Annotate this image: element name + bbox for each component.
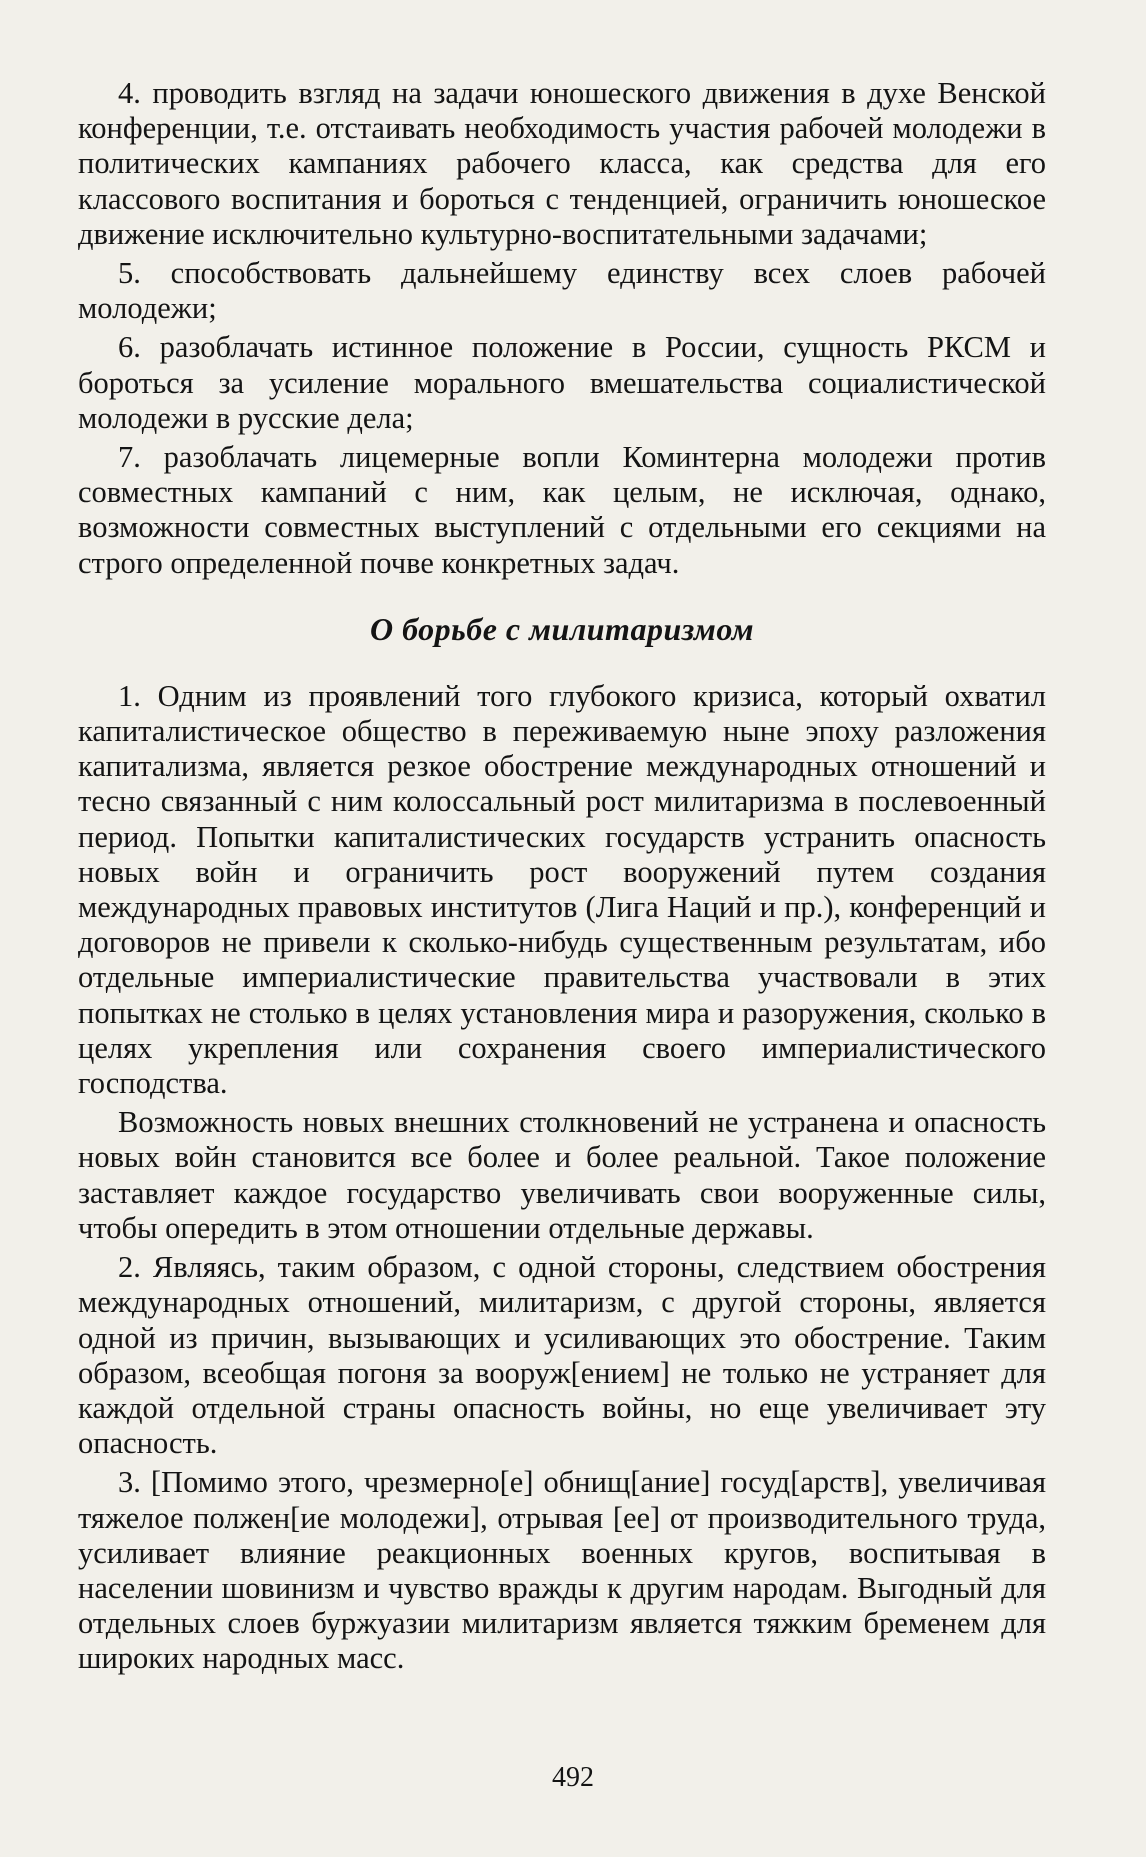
- page-number: 492: [552, 1762, 594, 1793]
- paragraph-item-6: 6. разоблачать истинное положение в России, сущность РКСМ и бороться за усиление морального вмешательства социалистической молодежи в русские дела;: [78, 330, 1046, 435]
- paragraph-item-5: 5. способствовать дальнейшему единству всех слоев рабочей молодежи;: [78, 256, 1046, 326]
- section-heading: О борьбе с милитаризмом: [369, 610, 755, 647]
- paragraph-point-3: 3. [Помимо этого, чрезмерно[е] обнищ[ание] госуд[арств], увеличивая тяжелое полжен[ие молодежи], отрывая [ее] от производительного труда, усиливает влияние реакционных военных кругов, воспитывая в населении шовинизм и чувство вражды к другим народам. Выгодный для отдельных слоев буржуазии милитаризм является тяжким бременем для широких народных масс.: [78, 1465, 1046, 1676]
- paragraph-point-2: 2. Являясь, таким образом, с одной стороны, следствием обострения международных отношений, милитаризм, с другой стороны, является одной из причин, вызывающих и усиливающих это обострение. Таким образом, всеобщая погоня за вооруж[ением] не только не устраняет для каждой отдельной страны опасность войны, но еще увеличивает эту опасность.: [78, 1250, 1046, 1461]
- paragraph-continuation: Возможность новых внешних столкновений не устранена и опасность новых войн становится все более и более реальной. Такое положение заставляет каждое государство увеличивать свои вооруженные силы, чтобы опередить в этом отношении отдельные державы.: [78, 1105, 1046, 1245]
- text-column: [78, 76, 1046, 1677]
- paragraph-item-7: 7. разоблачать лицемерные вопли Коминтерна молодежи против совместных кампаний с ним, как целым, не исключая, однако, возможности совместных выступлений с отдельными его секциями на строго определенной почве конкретных задач.: [78, 440, 1046, 580]
- paragraph-point-1: 1. Одним из проявлений того глубокого кризиса, который охватил капиталистическое общество в переживаемую ныне эпоху разложения капитализма, является резкое обострение международных отношений и тесно связанный с ним колоссальный рост милитаризма в послевоенный период. Попытки капиталистических государств устранить опасность новых войн и ограничить рост вооружений путем создания международных правовых институтов (Лига Наций и пр.), конференций и договоров не привели к сколько-нибудь существенным результатам, ибо отдельные империалистические правительства участвовали в этих попытках не столько в целях установления мира и разоружения, сколько в целях укрепления или сохранения своего империалистического господства.: [78, 678, 1046, 1101]
- paragraph-item-4: 4. проводить взгляд на задачи юношеского движения в духе Венской конференции, т.е. отстаивать необходимость участия рабочей молодежи в политических кампаниях рабочего класса, как средства для его классового воспитания и бороться с тенденцией, ограничить юношеское движение исключительно культурно-воспитательными задачами;: [78, 76, 1046, 251]
